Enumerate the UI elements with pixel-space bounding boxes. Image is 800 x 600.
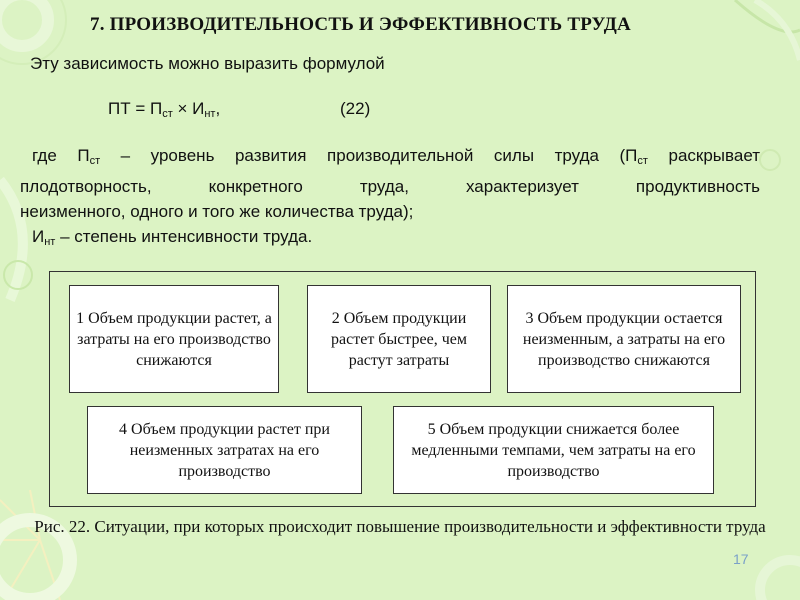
definition-subscript: ст [637,155,648,167]
situation-box-1: 1 Объем продукции растет, а затраты на его производство снижаются [69,285,279,393]
situation-box-2: 2 Объем продукции растет быстрее, чем растут затраты [307,285,491,393]
formula-mid: × И [172,99,205,118]
definition-text: – степень интенсивности труда. [55,227,313,246]
formula-number: (22) [340,99,371,118]
page-number: 17 [733,551,749,567]
situation-box-4: 4 Объем продукции растет при неизменных затратах на его производство [87,406,362,494]
formula-subscript: нт [204,108,216,120]
definition-line [20,143,760,174]
decor-ring [0,0,48,46]
situation-box-5: 5 Объем продукции снижается более медленными темпами, чем затраты на его производство [393,406,714,494]
formula-tail: , [215,99,221,118]
intro-text: Эту зависимость можно выразить формулой [30,54,385,73]
formula [108,99,220,120]
definition-paragraph [20,143,760,255]
situation-box-3: 3 Объем продукции остается неизменным, а затраты на его производство снижаются [507,285,741,393]
definition-text: – уровень развития производительной силы труда (П [100,146,638,165]
definition-subscript: ст [89,155,101,167]
figure-caption: Рис. 22. Ситуации, при которых происходит повышение производительности и эффективности труда [34,517,766,536]
decor-ring [760,560,800,600]
definition-line: неизменного, одного и того же количества труда); [20,202,414,221]
decor-bubble [760,150,780,170]
definition-subscript: нт [44,236,56,248]
definition-text: где П [32,146,90,165]
definition-text: И [32,227,45,246]
definition-line [20,224,760,255]
definition-line: плодотворность, конкретного труда, характеризует продуктивность [20,177,760,196]
formula-lhs: ПТ = П [108,99,163,118]
formula-subscript: ст [162,108,173,120]
page-title: 7. ПРОИЗВОДИТЕЛЬНОСТЬ И ЭФФЕКТИВНОСТЬ ТРУДА [90,14,631,35]
definition-text: раскрывает [647,146,760,165]
